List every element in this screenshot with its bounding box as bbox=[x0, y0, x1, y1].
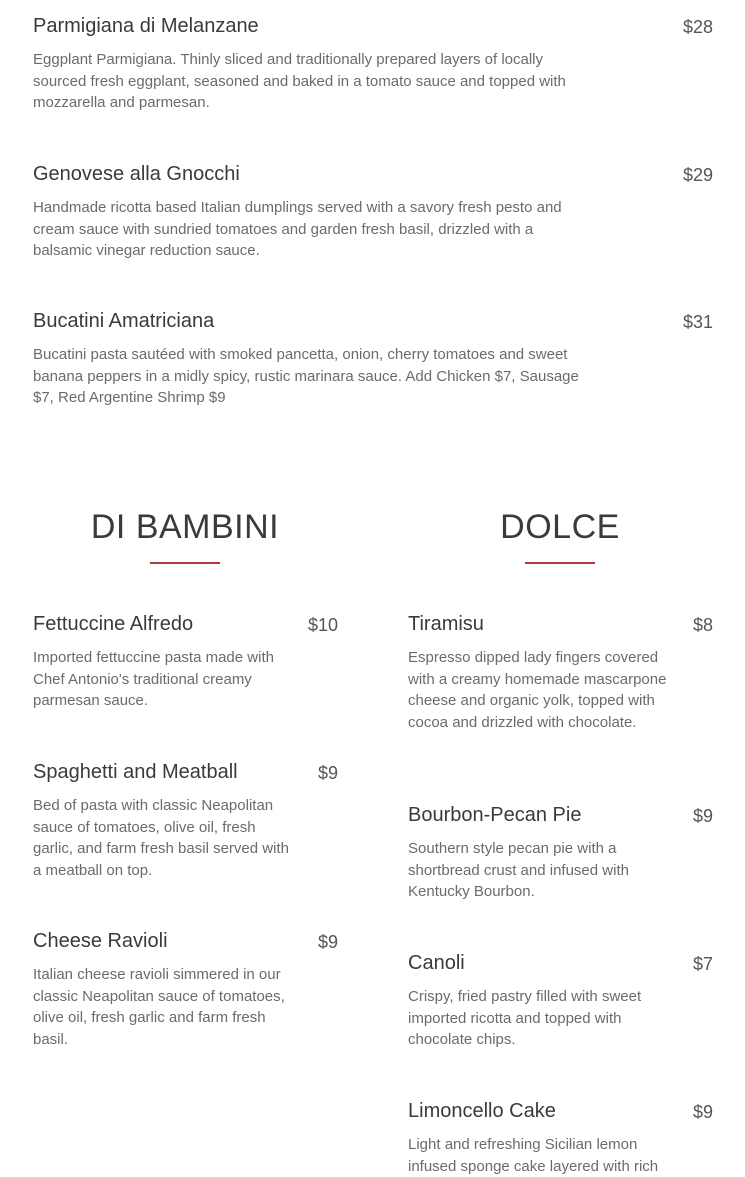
menu-item bbox=[408, 802, 713, 912]
item-price: $28 bbox=[682, 17, 713, 37]
menu-item bbox=[408, 611, 713, 761]
item-description: Eggplant Parmigiana. Thinly sliced and traditionally prepared layers of locally sourced fresh eggplant, seasoned and baked in a tomato sauce and topped with mozzarella and parmesan. bbox=[33, 51, 566, 111]
item-name: Genovese alla Gnocchi bbox=[33, 163, 240, 185]
menu-item bbox=[33, 611, 338, 721]
menu-item bbox=[33, 759, 338, 889]
section-divider bbox=[525, 562, 595, 564]
item-name: Tiramisu bbox=[408, 613, 484, 635]
item-name: Cheese Ravioli bbox=[33, 930, 168, 952]
menu-item bbox=[33, 928, 338, 1058]
item-description: Bucatini pasta sautéed with smoked pancetta, onion, cherry tomatoes and sweet banana peppers in a midly spicy, rustic marinara sauce. Add Chicken $7, Sausage $7, Red Argentine Shrimp $9 bbox=[33, 346, 579, 406]
item-description: Espresso dipped lady fingers covered with a creamy homemade mascarpone cheese and organic yolk, topped with cocoa and drizzled with chocolate. bbox=[408, 649, 667, 731]
item-name: Bourbon-Pecan Pie bbox=[408, 804, 582, 826]
item-description: Crispy, fried pastry filled with sweet imported ricotta and topped with chocolate chips. bbox=[408, 988, 642, 1048]
item-price: $9 bbox=[692, 806, 713, 826]
item-price: $29 bbox=[682, 165, 713, 185]
item-name: Limoncello Cake bbox=[408, 1100, 556, 1122]
item-description: Southern style pecan pie with a shortbread crust and infused with Kentucky Bourbon. bbox=[408, 840, 629, 900]
section-title-dolce: DOLCE bbox=[500, 508, 620, 546]
item-name: Parmigiana di Melanzane bbox=[33, 15, 259, 37]
menu-item bbox=[33, 161, 713, 271]
item-name: Fettuccine Alfredo bbox=[33, 613, 194, 635]
item-price: $7 bbox=[692, 954, 713, 974]
item-description: Italian cheese ravioli simmered in our classic Neapolitan sauce of tomatoes, olive oil, fresh garlic and farm fresh basil. bbox=[33, 966, 285, 1048]
menu-item bbox=[408, 1098, 713, 1177]
item-name: Spaghetti and Meatball bbox=[33, 761, 238, 783]
item-price: $10 bbox=[307, 615, 338, 635]
section-divider bbox=[150, 562, 220, 564]
item-price: $31 bbox=[682, 312, 713, 332]
item-price: $9 bbox=[692, 1102, 713, 1122]
item-name: Canoli bbox=[408, 952, 465, 974]
section-title-bambini: DI BAMBINI bbox=[90, 508, 280, 546]
menu-item bbox=[33, 308, 713, 418]
item-description: Light and refreshing Sicilian lemon infused sponge cake layered with rich bbox=[408, 1136, 659, 1175]
item-price: $9 bbox=[317, 932, 338, 952]
item-description: Bed of pasta with classic Neapolitan sauce of tomatoes, olive oil, fresh garlic, and farm fresh basil served with a meatball on top. bbox=[33, 797, 289, 879]
item-price: $8 bbox=[692, 615, 713, 635]
item-description: Imported fettuccine pasta made with Chef Antonio's traditional creamy parmesan sauce. bbox=[33, 649, 274, 709]
item-description: Handmade ricotta based Italian dumplings served with a savory fresh pesto and cream sauce with sundried tomatoes and garden fresh basil, drizzled with a balsamic vinegar reduction sauce. bbox=[33, 199, 562, 259]
menu-item bbox=[33, 13, 713, 123]
item-name: Bucatini Amatriciana bbox=[33, 310, 215, 332]
menu-item bbox=[408, 950, 713, 1060]
item-price: $9 bbox=[317, 763, 338, 783]
